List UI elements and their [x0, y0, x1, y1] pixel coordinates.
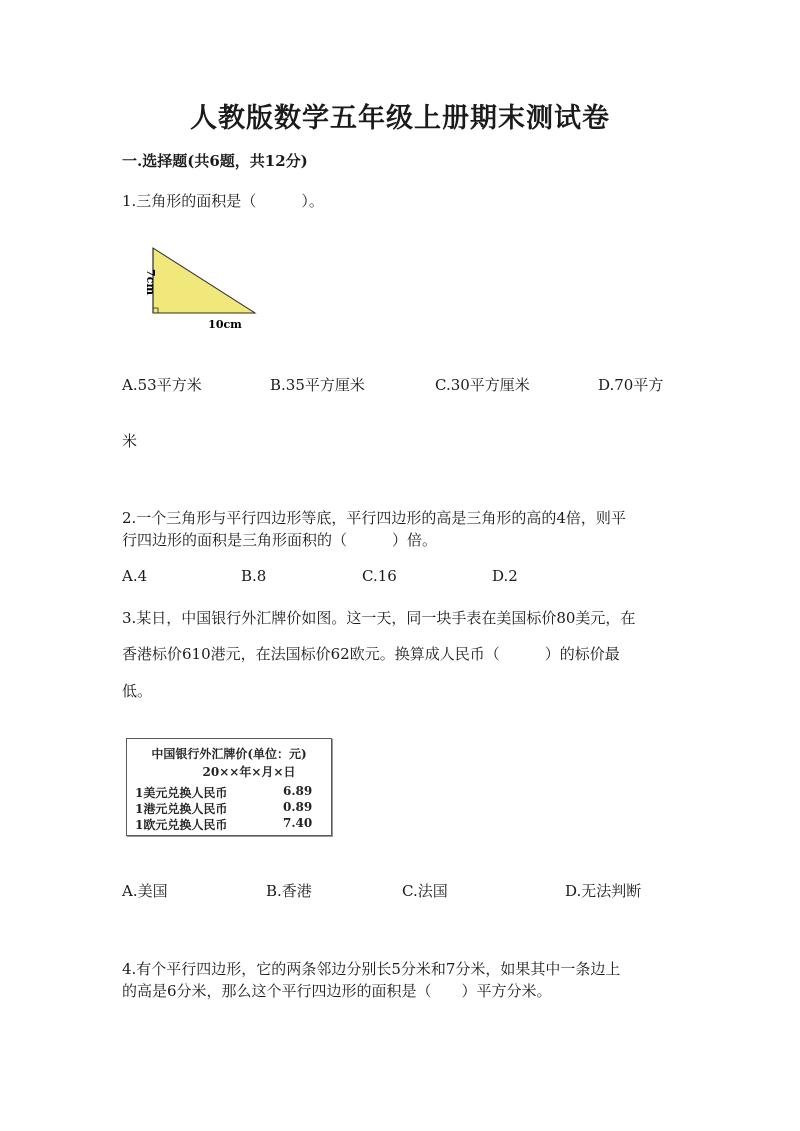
exchange-rate-table [126, 738, 332, 836]
triangle-figure [133, 236, 263, 332]
q2-option-b: B.8 [241, 567, 267, 585]
table-header-date: 20××年×月×日 [202, 765, 296, 779]
q2-option-d: D.2 [492, 567, 518, 585]
height-label: 7cm [144, 269, 157, 295]
table-row-value: 7.40 [283, 816, 313, 830]
q2-option-a: A.4 [122, 567, 148, 585]
q3-option-d: D.无法判断 [565, 882, 642, 900]
question-3-line-3: 低。 [122, 682, 153, 700]
q1-option-d-wrap: 米 [122, 432, 138, 450]
q1-option-a: A.53平方米 [122, 376, 202, 394]
base-label: 10cm [208, 318, 242, 331]
q3-option-a: A.美国 [122, 882, 168, 900]
table-row-value: 0.89 [283, 800, 313, 814]
table-row-label: 1港元兑换人民币 [135, 802, 228, 816]
table-row-label: 1欧元兑换人民币 [135, 818, 228, 832]
q1-option-c: C.30平方厘米 [435, 376, 530, 394]
q3-option-b: B.香港 [266, 882, 312, 900]
section-heading: 一.选择题(共6题，共12分) [122, 152, 308, 170]
question-2-line-1: 2.一个三角形与平行四边形等底，平行四边形的高是三角形的高的4倍，则平 [122, 509, 626, 527]
question-2-line-2: 行四边形的面积是三角形面积的（ ）倍。 [122, 531, 438, 549]
question-1-text: 1.三角形的面积是（ ）。 [122, 192, 324, 210]
table-row-label: 1美元兑换人民币 [135, 786, 228, 800]
q1-option-d: D.70平方 [598, 376, 664, 394]
question-4-line-2: 的高是6分米，那么这个平行四边形的面积是（ ）平方分米。 [122, 982, 552, 1000]
table-row-value: 6.89 [283, 784, 313, 798]
q3-option-c: C.法国 [402, 882, 448, 900]
page-title: 人教版数学五年级上册期末测试卷 [190, 103, 610, 134]
triangle-shape [153, 248, 255, 313]
question-3-line-1: 3.某日，中国银行外汇牌价如图。这一天，同一块手表在美国标价80美元，在 [122, 609, 636, 627]
question-3-line-2: 香港标价610港元，在法国标价62欧元。换算成人民币（ ）的标价最 [122, 645, 620, 663]
q2-option-c: C.16 [362, 567, 397, 585]
q1-option-b: B.35平方厘米 [270, 376, 365, 394]
question-4-line-1: 4.有个平行四边形，它的两条邻边分别长5分米和7分米，如果其中一条边上 [122, 960, 621, 978]
table-header-title: 中国银行外汇牌价(单位：元) [151, 747, 307, 761]
